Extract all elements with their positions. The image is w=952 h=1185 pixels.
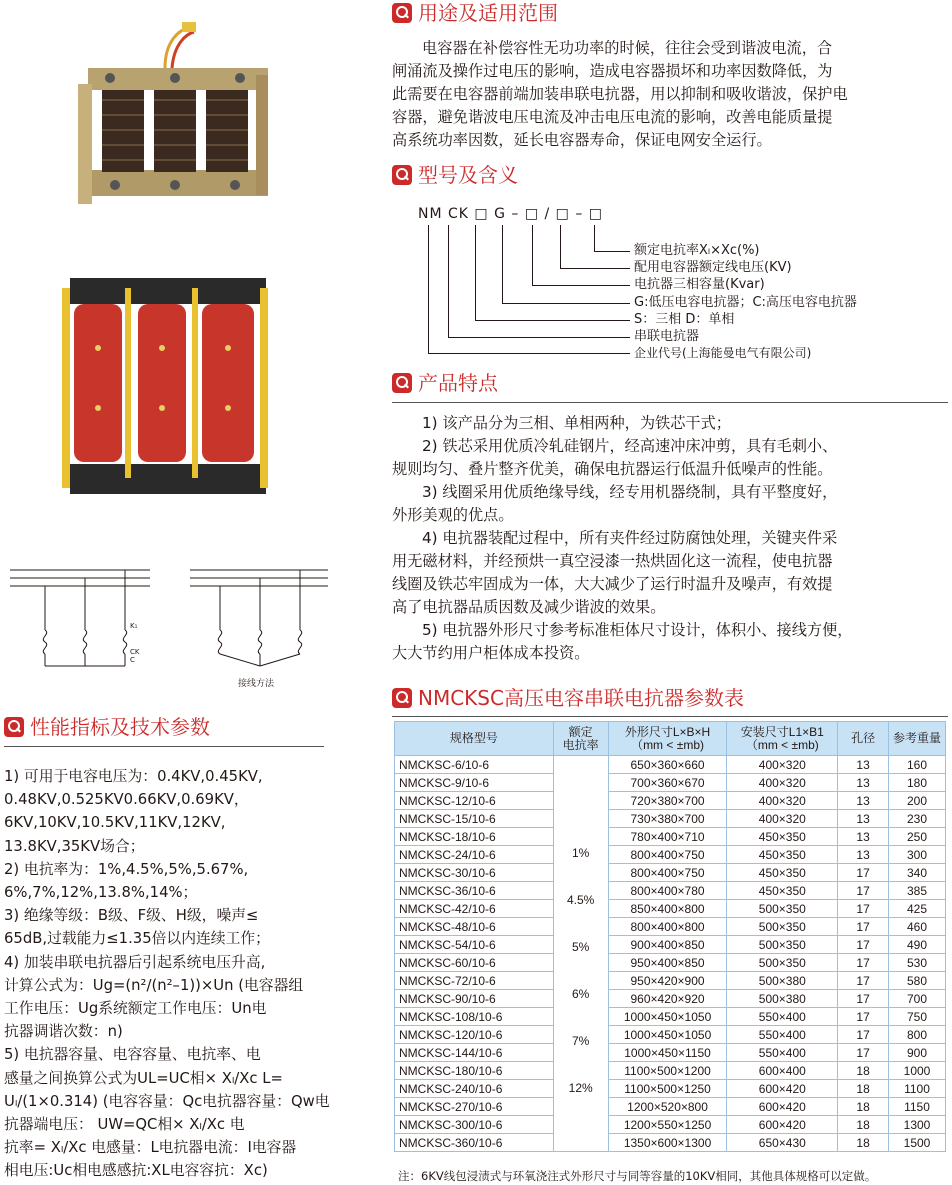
model-meaning: 额定电抗率Xₗ×Xᴄ(%)	[634, 243, 760, 258]
cell-dimensions: 960×420×920	[608, 990, 727, 1008]
performance-line: 5) 电抗器容量、电容容量、电抗率、电	[4, 1046, 261, 1064]
cell-install: 450×350	[727, 846, 838, 864]
rate-value: 6%	[572, 987, 590, 1001]
cell-model: NMCKSC-24/10-6	[395, 846, 554, 864]
cell-install: 400×320	[727, 810, 838, 828]
cell-hole: 13	[838, 828, 889, 846]
header-weight: 参考重量	[889, 722, 946, 756]
cell-install: 500×380	[727, 990, 838, 1008]
cell-dimensions: 900×400×850	[608, 936, 727, 954]
cell-hole: 13	[838, 846, 889, 864]
wiring-label-c: C	[130, 656, 135, 664]
cell-model: NMCKSC-360/10-6	[395, 1134, 554, 1152]
section-title-usage: 用途及适用范围	[418, 1, 558, 25]
wiring-diagram	[10, 560, 330, 690]
cell-model: NMCKSC-18/10-6	[395, 828, 554, 846]
cell-dimensions: 1350×600×1300	[608, 1134, 727, 1152]
table-row	[395, 918, 946, 936]
cell-hole: 17	[838, 1026, 889, 1044]
cell-dimensions: 1000×450×1050	[608, 1026, 727, 1044]
table-row	[395, 774, 946, 792]
reactor-photo-iron-core	[70, 20, 280, 225]
wiring-label-k1: K₁	[130, 622, 138, 630]
cell-model: NMCKSC-54/10-6	[395, 936, 554, 954]
search-icon	[4, 717, 24, 737]
search-icon	[392, 3, 412, 23]
model-meaning: 配用电容器额定线电压(KV)	[634, 260, 792, 275]
usage-paragraph	[392, 37, 952, 152]
cell-weight: 1300	[889, 1116, 946, 1134]
cell-hole: 18	[838, 1116, 889, 1134]
rate-value: 4.5%	[567, 893, 595, 907]
table-row	[395, 882, 946, 900]
table-row	[395, 1134, 946, 1152]
cell-model: NMCKSC-48/10-6	[395, 918, 554, 936]
cell-dimensions: 730×380×700	[608, 810, 727, 828]
cell-weight: 230	[889, 810, 946, 828]
cell-install: 400×320	[727, 792, 838, 810]
cell-install: 550×400	[727, 1026, 838, 1044]
performance-line: 抗器端电压： UW=QC相× Xₗ/Xᴄ 电	[4, 1116, 245, 1134]
model-meaning: S：三相 D：单相	[634, 312, 735, 327]
performance-line: 2) 电抗率为：1%,4.5%,5%,5.67%,	[4, 860, 249, 878]
performance-line: 1) 可用于电容电压为：0.4KV,0.45KV,	[4, 768, 263, 785]
section-title-model: 型号及含义	[418, 163, 518, 187]
cell-model: NMCKSC-15/10-6	[395, 810, 554, 828]
cell-weight: 530	[889, 954, 946, 972]
cell-install: 500×380	[727, 972, 838, 990]
cell-dimensions: 800×400×800	[608, 918, 727, 936]
cell-model: NMCKSC-240/10-6	[395, 1080, 554, 1098]
section-title-performance: 性能指标及技术参数	[30, 715, 210, 739]
table-row	[395, 954, 946, 972]
table-row	[395, 1116, 946, 1134]
cell-install: 600×400	[727, 1062, 838, 1080]
cell-weight: 900	[889, 1044, 946, 1062]
cell-install: 550×400	[727, 1044, 838, 1062]
cell-weight: 180	[889, 774, 946, 792]
wiring-caption: 接线方法	[238, 679, 275, 689]
table-row	[395, 990, 946, 1008]
cell-install: 400×320	[727, 756, 838, 774]
features-paragraph	[392, 412, 952, 665]
cell-hole: 17	[838, 990, 889, 1008]
performance-line: 相电压:Uc相电感感抗:XL电容容抗：Xc)	[4, 1162, 268, 1180]
rate-value: 12%	[568, 1081, 593, 1095]
divider	[392, 716, 948, 717]
cell-weight: 385	[889, 882, 946, 900]
performance-line: 工作电压：Ug系统额定工作电压：Un电	[4, 1000, 267, 1018]
cell-weight: 460	[889, 918, 946, 936]
cell-dimensions: 1100×500×1200	[608, 1062, 727, 1080]
table-row	[395, 1062, 946, 1080]
cell-model: NMCKSC-108/10-6	[395, 1008, 554, 1026]
feature-line: 线圈及铁芯牢固成为一体，大大减少了运行时温升及噪声，有效提	[392, 575, 833, 593]
model-meaning: G:低压电容电抗器；C:高压电容电抗器	[634, 295, 857, 310]
cell-model: NMCKSC-6/10-6	[395, 756, 554, 774]
performance-line: 6KV,10KV,10.5KV,11KV,12KV,	[4, 814, 226, 832]
cell-dimensions: 1200×550×1250	[608, 1116, 727, 1134]
cell-dimensions: 800×400×780	[608, 882, 727, 900]
search-icon	[392, 165, 412, 185]
feature-line: 规则均匀、叠片整齐优美，确保电抗器运行低温升低噪声的性能。	[392, 460, 833, 478]
usage-line: 高系统功率因数，延长电容器寿命，保证电网安全运行。	[392, 131, 772, 149]
header-rate: 额定 电抗率	[553, 722, 608, 756]
feature-line: 1) 该产品分为三相、单相两种，为铁芯干式；	[422, 414, 731, 432]
cell-dimensions: 1200×520×800	[608, 1098, 727, 1116]
feature-line: 3) 线圈采用优质绝缘导线，经专用机器绕制，具有平整度好，	[422, 483, 838, 501]
reactor-photo-epoxy-cast	[60, 268, 280, 508]
cell-model: NMCKSC-300/10-6	[395, 1116, 554, 1134]
table-row	[395, 792, 946, 810]
usage-line: 此需要在电容器前端加装串联电抗器，用以抑制和吸收谐波，保护电	[392, 85, 848, 103]
table-row	[395, 864, 946, 882]
cell-dimensions: 700×360×670	[608, 774, 727, 792]
cell-hole: 13	[838, 792, 889, 810]
cell-weight: 700	[889, 990, 946, 1008]
table-row	[395, 972, 946, 990]
cell-hole: 17	[838, 918, 889, 936]
cell-hole: 18	[838, 1098, 889, 1116]
cell-weight: 1500	[889, 1134, 946, 1152]
feature-line: 高了电抗器品质因数及减少谐波的效果。	[392, 598, 666, 616]
table-row	[395, 1044, 946, 1062]
performance-line: 6%,7%,12%,13.8%,14%；	[4, 884, 198, 902]
parameter-table	[394, 721, 946, 1152]
cell-model: NMCKSC-36/10-6	[395, 882, 554, 900]
cell-install: 600×420	[727, 1080, 838, 1098]
performance-line: 65dB,过载能力≤1.35倍以内连续工作；	[4, 930, 270, 948]
cell-dimensions: 720×380×700	[608, 792, 727, 810]
header-install: 安装尺寸L1×B1 （mm < ±mb)	[727, 722, 838, 756]
cell-install: 450×350	[727, 864, 838, 882]
table-row	[395, 1008, 946, 1026]
usage-line: 容器，避免谐波电压电流及冲击电压电流的影响，改善电能质量提	[392, 108, 833, 126]
performance-paragraph	[4, 765, 344, 1183]
performance-line: 3) 绝缘等级：B级、F级、H级，噪声≤	[4, 907, 259, 925]
section-title-table: NMCKSC高压电容串联电抗器参数表	[418, 686, 744, 710]
cell-dimensions: 1100×500×1250	[608, 1080, 727, 1098]
performance-line: 13.8KV,35KV场合；	[4, 837, 145, 855]
table-row	[395, 810, 946, 828]
cell-weight: 340	[889, 864, 946, 882]
cell-hole: 17	[838, 972, 889, 990]
table-note: 注：6KV线包浸渍式与环氧浇注式外形尺寸与同等容量的10KV相同，其他具体规格可以定做。	[398, 1169, 877, 1183]
cell-weight: 490	[889, 936, 946, 954]
cell-weight: 425	[889, 900, 946, 918]
wiring-label-ck: CK	[130, 648, 140, 656]
cell-install: 500×350	[727, 954, 838, 972]
rate-value: 7%	[572, 1034, 590, 1048]
table-row	[395, 1080, 946, 1098]
table-row	[395, 756, 946, 774]
cell-model: NMCKSC-42/10-6	[395, 900, 554, 918]
feature-line: 用无磁材料，并经预烘一真空浸漆一热烘固化这一流程，使电抗器	[392, 552, 833, 570]
divider	[4, 746, 324, 747]
cell-weight: 160	[889, 756, 946, 774]
cell-weight: 1150	[889, 1098, 946, 1116]
cell-install: 400×320	[727, 774, 838, 792]
usage-line: 闸涌流及操作过电压的影响，造成电容器损坏和功率因数降低，为	[392, 62, 833, 80]
model-meaning: 企业代号(上海能曼电气有限公司)	[634, 346, 812, 360]
performance-line: 感量之间换算公式为UL=UC相× Xₗ/Xᴄ L=	[4, 1069, 283, 1087]
cell-model: NMCKSC-270/10-6	[395, 1098, 554, 1116]
cell-hole: 18	[838, 1062, 889, 1080]
header-dimensions: 外形尺寸L×B×H （mm < ±mb)	[608, 722, 727, 756]
table-row	[395, 900, 946, 918]
performance-line: 0.48KV,0.525KV0.66KV,0.69KV，	[4, 791, 249, 809]
cell-install: 500×350	[727, 918, 838, 936]
cell-install: 650×430	[727, 1134, 838, 1152]
cell-dimensions: 950×420×900	[608, 972, 727, 990]
cell-hole: 13	[838, 774, 889, 792]
feature-line: 4) 电抗器装配过程中，所有夹件经过防腐蚀处理，关键夹件采	[422, 529, 838, 547]
cell-weight: 1100	[889, 1080, 946, 1098]
cell-install: 500×350	[727, 936, 838, 954]
cell-model: NMCKSC-60/10-6	[395, 954, 554, 972]
performance-line: 计算公式为：Ug=(n²/(n²–1))×Un (电容器组	[4, 976, 304, 994]
cell-hole: 17	[838, 1044, 889, 1062]
cell-weight: 580	[889, 972, 946, 990]
section-title-features: 产品特点	[418, 371, 498, 395]
feature-line: 2) 铁芯采用优质冷轧硅钢片，经高速冲床冲剪，具有毛刺小、	[422, 437, 838, 455]
cell-weight: 300	[889, 846, 946, 864]
cell-dimensions: 800×400×750	[608, 846, 727, 864]
cell-hole: 17	[838, 864, 889, 882]
cell-weight: 250	[889, 828, 946, 846]
cell-model: NMCKSC-144/10-6	[395, 1044, 554, 1062]
search-icon	[392, 373, 412, 393]
cell-dimensions: 950×400×850	[608, 954, 727, 972]
cell-hole: 17	[838, 954, 889, 972]
cell-model: NMCKSC-72/10-6	[395, 972, 554, 990]
cell-install: 500×350	[727, 900, 838, 918]
search-icon	[392, 688, 412, 708]
table-row	[395, 1026, 946, 1044]
cell-weight: 750	[889, 1008, 946, 1026]
cell-hole: 17	[838, 900, 889, 918]
cell-hole: 13	[838, 756, 889, 774]
rate-value: 1%	[572, 846, 590, 860]
table-body	[395, 756, 946, 1152]
cell-dimensions: 1000×450×1050	[608, 1008, 727, 1026]
cell-install: 600×420	[727, 1116, 838, 1134]
cell-model: NMCKSC-180/10-6	[395, 1062, 554, 1080]
cell-install: 450×350	[727, 828, 838, 846]
cell-model: NMCKSC-12/10-6	[395, 792, 554, 810]
cell-weight: 1000	[889, 1062, 946, 1080]
performance-line: 抗率= Xₗ/Xᴄ 电感量：L电抗器电流：I电容器	[4, 1139, 297, 1157]
table-row	[395, 936, 946, 954]
cell-dimensions: 650×360×660	[608, 756, 727, 774]
model-code: NM CK □ G – □ / □ – □	[418, 206, 604, 222]
cell-hole: 17	[838, 882, 889, 900]
cell-dimensions: 1000×450×1150	[608, 1044, 727, 1062]
cell-model: NMCKSC-120/10-6	[395, 1026, 554, 1044]
cell-model: NMCKSC-9/10-6	[395, 774, 554, 792]
performance-line: Uₗ/(1×0.314) (电容容量：Qc电抗器容量：Qw电	[4, 1092, 330, 1110]
cell-install: 450×350	[727, 882, 838, 900]
cell-install: 600×420	[727, 1098, 838, 1116]
feature-line: 大大节约用户柜体成本投资。	[392, 644, 590, 662]
cell-dimensions: 780×400×710	[608, 828, 727, 846]
table-row	[395, 828, 946, 846]
model-meaning: 电抗器三相容量(Kvar)	[634, 277, 765, 292]
table-header-row	[395, 722, 946, 756]
feature-line: 外形美观的优点。	[392, 506, 514, 524]
header-hole: 孔径	[838, 722, 889, 756]
cell-hole: 17	[838, 936, 889, 954]
cell-weight: 800	[889, 1026, 946, 1044]
cell-hole: 18	[838, 1080, 889, 1098]
feature-line: 5) 电抗器外形尺寸参考标准柜体尺寸设计，体积小、接线方便，	[422, 621, 853, 639]
cell-hole: 13	[838, 810, 889, 828]
cell-model: NMCKSC-90/10-6	[395, 990, 554, 1008]
cell-rate-group	[553, 756, 608, 1152]
performance-line: 抗器调谐次数：n)	[4, 1023, 123, 1041]
usage-line: 电容器在补偿容性无功功率的时候，往往会受到谐波电流，合	[422, 39, 833, 57]
model-meaning: 串联电抗器	[634, 329, 700, 344]
table-row	[395, 1098, 946, 1116]
cell-hole: 18	[838, 1134, 889, 1152]
cell-model: NMCKSC-30/10-6	[395, 864, 554, 882]
cell-hole: 17	[838, 1008, 889, 1026]
cell-dimensions: 800×400×750	[608, 864, 727, 882]
cell-weight: 200	[889, 792, 946, 810]
cell-install: 550×400	[727, 1008, 838, 1026]
table-row	[395, 846, 946, 864]
cell-dimensions: 850×400×800	[608, 900, 727, 918]
rate-value: 5%	[572, 940, 590, 954]
divider	[392, 402, 948, 403]
performance-line: 4) 加装串联电抗器后引起系统电压升高,	[4, 953, 266, 971]
header-model: 规格型号	[395, 722, 554, 756]
